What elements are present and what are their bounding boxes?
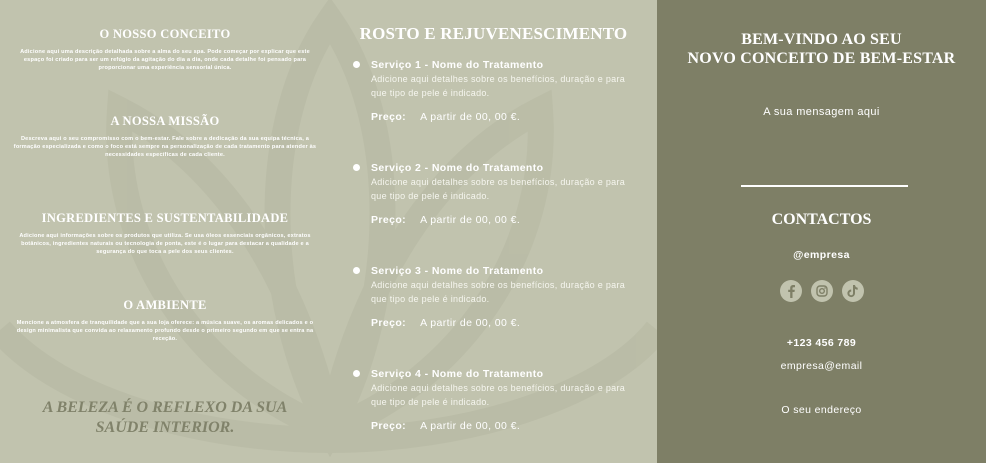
price-value: A partir de 00, 00 €. — [420, 420, 521, 432]
service-name: Serviço 3 - Nome do Tratamento — [371, 265, 544, 277]
bullet-icon — [353, 370, 360, 377]
section-concept — [12, 27, 318, 72]
phone-number: +123 456 789 — [786, 337, 857, 349]
bullet-icon — [353, 164, 360, 171]
service-item-1 — [352, 59, 642, 123]
left-column — [0, 0, 330, 463]
price-value: A partir de 00, 00 €. — [420, 317, 521, 329]
section-body: Adicione aqui informações sobre os produtos que utiliza. Se usa óleos essenciais orgânicos, extratos botânicos, ingredientes naturais ou tecnologia de ponta, este é o lugar para destacar a qualidade e a segurança do que toca a pele dos seus clientes. — [19, 233, 311, 255]
service-price — [352, 111, 642, 123]
tagline-quote: A BELEZA É O REFLEXO DA SUA SAÚDE INTERIOR. — [42, 399, 288, 436]
section-body: Adicione aqui uma descrição detalhada sobre a alma do seu spa. Pode começar por explicar que este espaço foi criado para ser um refúgio da agitação do dia a dia, onde cada detalhe foi pensado para proporcionar uma experiência sensorial única. — [20, 49, 310, 71]
instagram-icon[interactable] — [811, 280, 833, 302]
service-name: Serviço 2 - Nome do Tratamento — [371, 162, 544, 174]
service-item-2 — [352, 162, 642, 226]
section-ambience — [12, 298, 318, 343]
service-description: Adicione aqui detalhes sobre os benefícios, duração e para que tipo de pele é indicado. — [371, 177, 626, 201]
price-label: Preço: — [371, 111, 407, 123]
bullet-icon — [353, 267, 360, 274]
divider — [741, 185, 908, 187]
section-title: O AMBIENTE — [123, 298, 207, 312]
welcome-title-line2: NOVO CONCEITO DE BEM-ESTAR — [687, 50, 956, 67]
section-ingredients — [12, 211, 318, 256]
service-name-row — [352, 265, 642, 277]
price-value: A partir de 00, 00 €. — [420, 111, 521, 123]
service-price — [352, 317, 642, 329]
welcome-title-line1: BEM-VINDO AO SEU — [741, 31, 902, 48]
service-description: Adicione aqui detalhes sobre os benefícios, duração e para que tipo de pele é indicado. — [371, 280, 626, 304]
facebook-icon[interactable] — [780, 280, 802, 302]
section-title: A NOSSA MISSÃO — [110, 114, 220, 128]
price-label: Preço: — [371, 317, 407, 329]
service-description: Adicione aqui detalhes sobre os benefícios, duração e para que tipo de pele é indicado. — [371, 74, 626, 98]
price-label: Preço: — [371, 420, 407, 432]
welcome-message: A sua mensagem aqui — [763, 106, 880, 118]
service-price — [352, 420, 642, 432]
section-body: Descreva aqui o seu compromisso com o bem-estar. Fale sobre a dedicação da sua equipa técnica, a formação especializada e como o foco está sempre na personalização de cada tratamento para atender às necessidades específicas de cada cliente. — [13, 136, 317, 158]
services-title: ROSTO E REJUVENESCIMENTO — [359, 24, 628, 43]
address: O seu endereço — [781, 404, 862, 416]
service-description: Adicione aqui detalhes sobre os benefícios, duração e para que tipo de pele é indicado. — [371, 383, 626, 407]
service-item-3 — [352, 265, 642, 329]
email-address: empresa@email — [780, 360, 863, 372]
social-icons — [657, 280, 986, 302]
service-name: Serviço 4 - Nome do Tratamento — [371, 368, 544, 380]
section-mission — [12, 114, 318, 159]
service-name-row — [352, 368, 642, 380]
section-body: Mencione a atmosfera de tranquilidade que a sua loja oferece: a música suave, os aromas delicados e o design minimalista que convida ao relaxamento profundo desde o primeiro segundo em que se entra na receção. — [16, 320, 314, 342]
tiktok-icon[interactable] — [842, 280, 864, 302]
service-name-row — [352, 162, 642, 174]
right-column — [657, 0, 986, 463]
contacts-title: CONTACTOS — [771, 211, 872, 228]
service-item-4 — [352, 368, 642, 432]
welcome-title — [657, 30, 986, 68]
service-price — [352, 214, 642, 226]
section-title: INGREDIENTES E SUSTENTABILIDADE — [41, 211, 289, 225]
middle-column — [330, 0, 657, 463]
social-handle: @empresa — [793, 249, 850, 261]
section-title: O NOSSO CONCEITO — [99, 27, 231, 41]
price-value: A partir de 00, 00 €. — [420, 214, 521, 226]
service-name: Serviço 1 - Nome do Tratamento — [371, 59, 544, 71]
price-label: Preço: — [371, 214, 407, 226]
bullet-icon — [353, 61, 360, 68]
service-name-row — [352, 59, 642, 71]
